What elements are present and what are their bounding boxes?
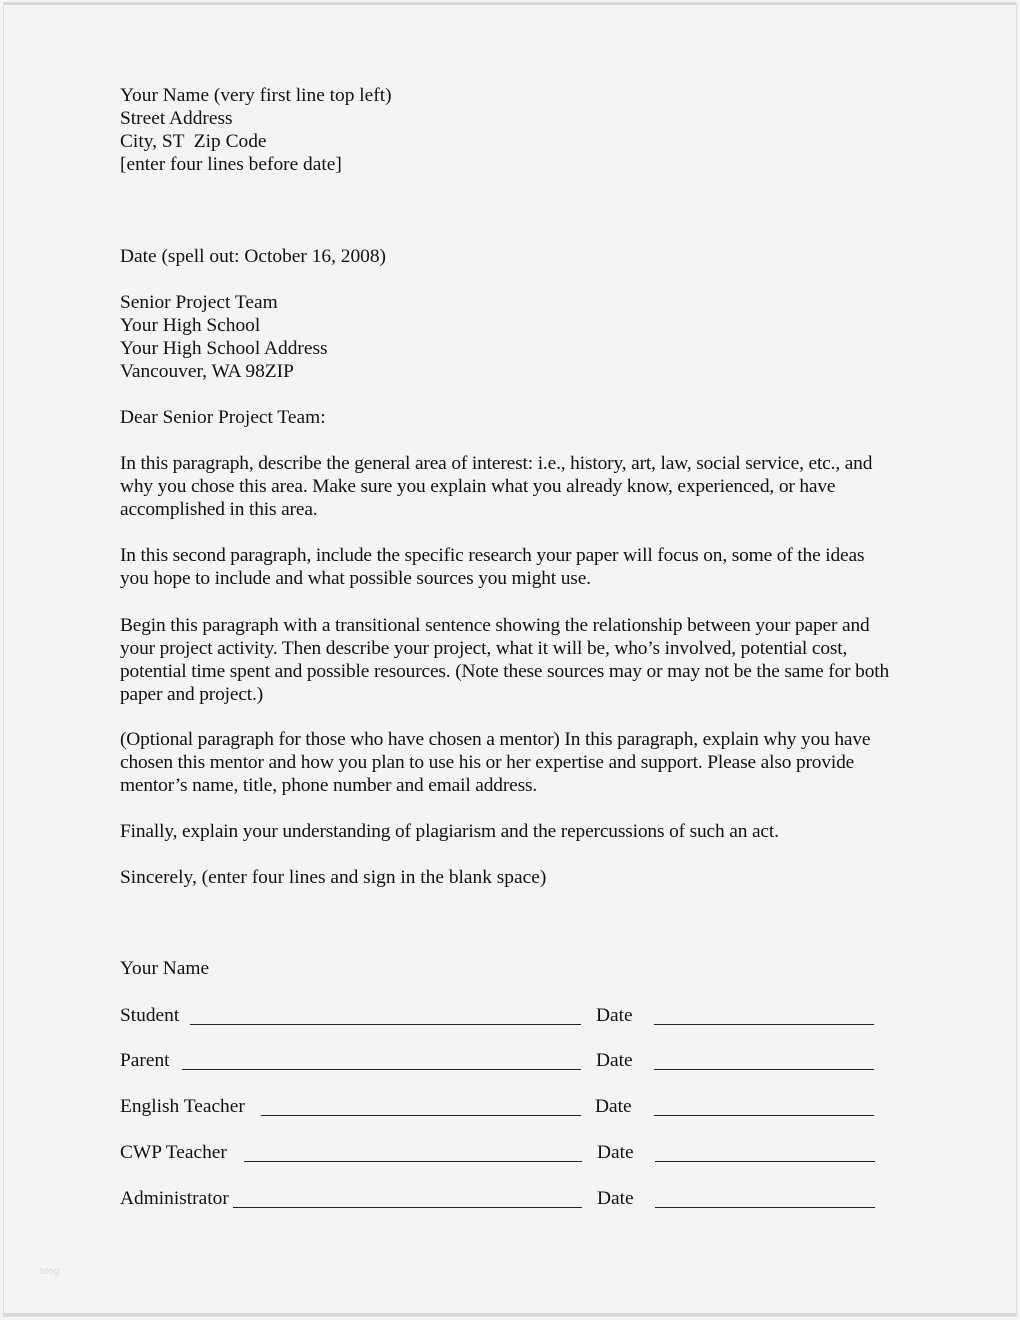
signature-row-administrator: [120, 1187, 880, 1211]
closing: Sincerely, (enter four lines and sign in the blank space): [120, 867, 547, 888]
page-edge-bottom: [4, 1313, 1016, 1316]
signature-label: English Teacher: [120, 1096, 245, 1117]
sender-street: Street Address: [120, 108, 233, 129]
signature-line[interactable]: [233, 1207, 582, 1208]
date-line-blank[interactable]: [654, 1069, 874, 1070]
body-paragraph-1: In this paragraph, describe the general area of interest: i.e., history, art, law, social service, etc., and why you chose this area. Make sure you explain what you already know, experienced, or have accomplished in this area.: [120, 453, 873, 520]
date-line-blank[interactable]: [654, 1115, 874, 1116]
sender-block: [120, 84, 392, 176]
signature-row-english-teacher: [120, 1095, 880, 1119]
sender-city: City, ST Zip Code: [120, 131, 267, 152]
sender-note: [enter four lines before date]: [120, 154, 342, 175]
signature-line[interactable]: [182, 1069, 581, 1070]
recipient-line-1: Senior Project Team: [120, 292, 278, 313]
date-line-blank[interactable]: [655, 1207, 875, 1208]
page-edge-top: [4, 3, 1016, 5]
date-line-blank[interactable]: [654, 1024, 874, 1025]
signature-label: CWP Teacher: [120, 1142, 227, 1163]
sender-name: Your Name (very first line top left): [120, 85, 392, 106]
signature-row-student: [120, 1004, 880, 1028]
signature-label: Parent: [120, 1050, 170, 1071]
signature-label: Student: [120, 1005, 180, 1026]
date-line-blank[interactable]: [655, 1161, 875, 1162]
body-paragraph-5: Finally, explain your understanding of plagiarism and the repercussions of such an act.: [120, 821, 779, 842]
date-line: Date (spell out: October 16, 2008): [120, 246, 387, 267]
signature-row-cwp-teacher: [120, 1141, 880, 1165]
recipient-line-3: Your High School Address: [120, 338, 328, 359]
signature-name: Your Name: [120, 958, 210, 979]
signature-line[interactable]: [261, 1115, 581, 1116]
body-paragraph-4: (Optional paragraph for those who have chosen a mentor) In this paragraph, explain why you have chosen this mentor and how you plan to use his or her expertise and support. Please also provide mentor’s name, title, phone number and email address.: [120, 729, 871, 796]
watermark-text: blog: [40, 1267, 60, 1277]
recipient-block: [120, 291, 328, 383]
signature-row-parent: [120, 1049, 880, 1073]
recipient-line-4: Vancouver, WA 98ZIP: [120, 361, 294, 382]
signature-label: Administrator: [120, 1188, 229, 1209]
date-label: Date: [597, 1142, 634, 1163]
recipient-line-2: Your High School: [120, 315, 261, 336]
date-label: Date: [595, 1096, 632, 1117]
signature-line[interactable]: [244, 1161, 582, 1162]
body-paragraph-3: Begin this paragraph with a transitional sentence showing the relationship between your paper and your project activity. Then describe your project, what it will be, who’s involved, potential cost, potential time spent and possible resources. (Note these sources may or may not be the same for both paper and project.): [120, 615, 890, 705]
signature-line[interactable]: [190, 1024, 581, 1025]
salutation: Dear Senior Project Team:: [120, 407, 326, 428]
body-paragraph-2: In this second paragraph, include the specific research your paper will focus on, some of the ideas you hope to include and what possible sources you might use.: [120, 545, 865, 589]
date-label: Date: [596, 1005, 633, 1026]
date-label: Date: [596, 1050, 633, 1071]
date-label: Date: [597, 1188, 634, 1209]
